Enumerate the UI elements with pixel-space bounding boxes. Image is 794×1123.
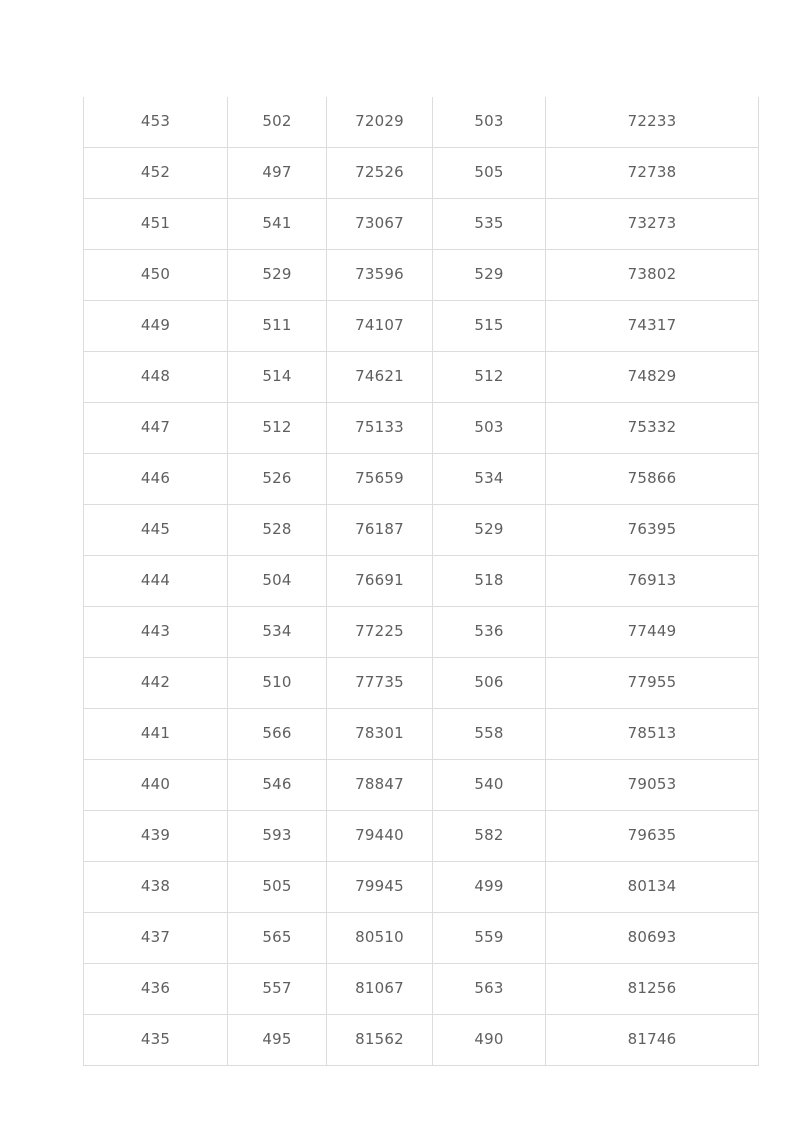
cumulative-cell-a: 76691 [327,556,433,607]
score-cell: 442 [84,658,228,709]
table-row [84,862,759,913]
cumulative-cell-b: 72233 [546,97,759,148]
table-row [84,811,759,862]
count-cell-b: 535 [433,199,546,250]
cumulative-cell-b: 73273 [546,199,759,250]
cumulative-cell-b: 79053 [546,760,759,811]
table-row [84,658,759,709]
score-cell: 452 [84,148,228,199]
score-cell: 448 [84,352,228,403]
table-row [84,760,759,811]
table-row [84,709,759,760]
cumulative-cell-a: 75133 [327,403,433,454]
cumulative-cell-b: 74829 [546,352,759,403]
cumulative-cell-b: 80693 [546,913,759,964]
count-cell-b: 540 [433,760,546,811]
count-cell-a: 510 [228,658,327,709]
count-cell-b: 582 [433,811,546,862]
cumulative-cell-a: 75659 [327,454,433,505]
cumulative-cell-a: 81067 [327,964,433,1015]
count-cell-a: 557 [228,964,327,1015]
count-cell-b: 518 [433,556,546,607]
score-cell: 436 [84,964,228,1015]
table-row [84,607,759,658]
count-cell-a: 529 [228,250,327,301]
count-cell-b: 505 [433,148,546,199]
count-cell-a: 511 [228,301,327,352]
count-cell-b: 512 [433,352,546,403]
count-cell-a: 502 [228,97,327,148]
table-row [84,352,759,403]
count-cell-a: 541 [228,199,327,250]
score-cell: 437 [84,913,228,964]
score-cell: 445 [84,505,228,556]
score-cell: 451 [84,199,228,250]
score-cell: 449 [84,301,228,352]
count-cell-b: 536 [433,607,546,658]
count-cell-b: 503 [433,403,546,454]
count-cell-b: 529 [433,250,546,301]
count-cell-b: 558 [433,709,546,760]
count-cell-b: 534 [433,454,546,505]
count-cell-a: 565 [228,913,327,964]
cumulative-cell-a: 74107 [327,301,433,352]
table-row [84,964,759,1015]
table-row [84,199,759,250]
cumulative-cell-a: 72029 [327,97,433,148]
cumulative-cell-b: 75332 [546,403,759,454]
count-cell-a: 528 [228,505,327,556]
table-row [84,97,759,148]
table-row [84,301,759,352]
count-cell-a: 505 [228,862,327,913]
score-cell: 446 [84,454,228,505]
cumulative-cell-b: 80134 [546,862,759,913]
cumulative-cell-b: 73802 [546,250,759,301]
score-cell: 453 [84,97,228,148]
score-distribution-table [83,97,759,1066]
count-cell-b: 515 [433,301,546,352]
count-cell-b: 499 [433,862,546,913]
count-cell-b: 529 [433,505,546,556]
score-cell: 447 [84,403,228,454]
table-row [84,454,759,505]
score-cell: 439 [84,811,228,862]
cumulative-cell-a: 79945 [327,862,433,913]
cumulative-cell-b: 81256 [546,964,759,1015]
score-cell: 438 [84,862,228,913]
cumulative-cell-a: 80510 [327,913,433,964]
score-cell: 443 [84,607,228,658]
count-cell-b: 503 [433,97,546,148]
count-cell-a: 497 [228,148,327,199]
cumulative-cell-a: 78847 [327,760,433,811]
cumulative-cell-a: 76187 [327,505,433,556]
cumulative-cell-a: 81562 [327,1015,433,1066]
table-row [84,913,759,964]
count-cell-a: 534 [228,607,327,658]
cumulative-cell-a: 74621 [327,352,433,403]
count-cell-a: 504 [228,556,327,607]
count-cell-a: 546 [228,760,327,811]
score-cell: 444 [84,556,228,607]
table-row [84,505,759,556]
table-body [84,97,759,1066]
cumulative-cell-a: 72526 [327,148,433,199]
cumulative-cell-b: 72738 [546,148,759,199]
table-row [84,556,759,607]
table-row [84,148,759,199]
cumulative-cell-b: 77449 [546,607,759,658]
count-cell-a: 526 [228,454,327,505]
cumulative-cell-a: 73067 [327,199,433,250]
count-cell-a: 593 [228,811,327,862]
cumulative-cell-b: 76395 [546,505,759,556]
count-cell-a: 495 [228,1015,327,1066]
cumulative-cell-b: 75866 [546,454,759,505]
score-cell: 440 [84,760,228,811]
cumulative-cell-a: 77225 [327,607,433,658]
cumulative-cell-b: 74317 [546,301,759,352]
count-cell-a: 566 [228,709,327,760]
cumulative-cell-a: 73596 [327,250,433,301]
count-cell-b: 563 [433,964,546,1015]
table-row [84,250,759,301]
cumulative-cell-b: 77955 [546,658,759,709]
table-row [84,1015,759,1066]
score-cell: 435 [84,1015,228,1066]
table-row [84,403,759,454]
cumulative-cell-b: 79635 [546,811,759,862]
count-cell-a: 512 [228,403,327,454]
score-cell: 441 [84,709,228,760]
cumulative-cell-b: 81746 [546,1015,759,1066]
score-cell: 450 [84,250,228,301]
count-cell-b: 490 [433,1015,546,1066]
cumulative-cell-a: 77735 [327,658,433,709]
count-cell-b: 559 [433,913,546,964]
cumulative-cell-a: 79440 [327,811,433,862]
cumulative-cell-a: 78301 [327,709,433,760]
cumulative-cell-b: 78513 [546,709,759,760]
count-cell-b: 506 [433,658,546,709]
count-cell-a: 514 [228,352,327,403]
cumulative-cell-b: 76913 [546,556,759,607]
